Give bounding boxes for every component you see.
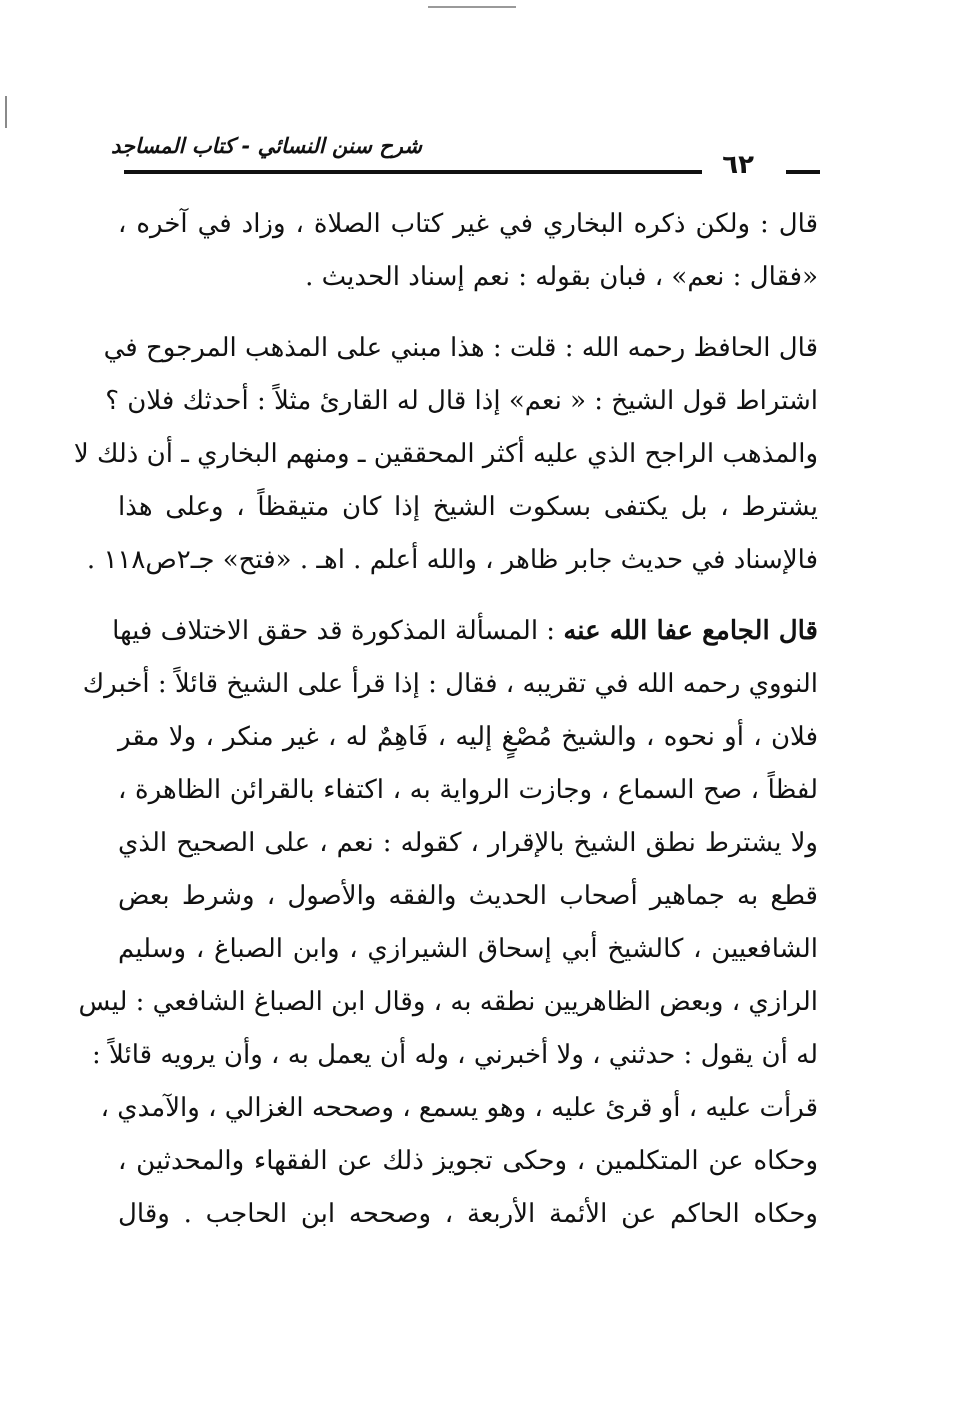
- text-line: قال الحافظ رحمه الله : قلت : هذا مبني على المذهب المرجوح في: [103, 333, 818, 363]
- text-line: قرأت عليه ، أو قرئ عليه ، وهو يسمع ، وصححه الغزالي ، والآمدي ،: [100, 1093, 818, 1123]
- scan-margin-mark: [5, 96, 7, 128]
- paragraph-gap: [118, 587, 818, 605]
- header-rule: [124, 170, 702, 174]
- text-line: يشترط ، بل يكتفى بسكوت الشيخ إذا كان متيقظاً ، وعلى هذا: [118, 492, 818, 522]
- text-line: وحكاه الحاكم عن الأئمة الأربعة ، وصححه ابن الحاجب . وقال: [118, 1199, 818, 1229]
- text-line: فلان ، أو نحوه ، والشيخ مُصْغٍ إليه ، فَاهِمٌ له ، غير منكر ، ولا مقر: [118, 722, 818, 752]
- text-line: الشافعيين ، كالشيخ أبي إسحاق الشيرازي ، وابن الصباغ ، وسليم: [118, 934, 818, 964]
- text-line: قطع به جماهير أصحاب الحديث والفقه والأصول ، وشرط بعض: [118, 881, 818, 911]
- text-line: وحكاه عن المتكلمين ، وحكى تجويز ذلك عن الفقهاء والمحدثين ،: [118, 1146, 818, 1176]
- page-body: [73, 198, 818, 1241]
- page-number: ٦٢: [722, 150, 754, 180]
- text-line: «فقال : نعم» ، فبان بقوله : نعم إسناد الحديث .: [305, 262, 818, 292]
- text-line: لفظاً ، صح السماع ، وجازت الرواية به ، اكتفاء بالقرائن الظاهرة ،: [118, 775, 818, 805]
- text-line: له أن يقول : حدثني ، ولا أخبرني ، وله أن يعمل به ، وأن يرويه قائلاً :: [91, 1040, 818, 1070]
- page-number-dash: [786, 170, 820, 174]
- paragraph-1: [118, 198, 818, 304]
- text-line: والمذهب الراجح الذي عليه أكثر المحققين ـ ومنهم البخاري ـ أن ذلك لا: [73, 439, 818, 469]
- text-line: فالإسناد في حديث جابر ظاهر ، والله أعلم . اهـ . «فتح» جـ٢ص١١٨ .: [86, 545, 818, 575]
- paragraph-3: [78, 605, 818, 1241]
- text-line: ولا يشترط نطق الشيخ بالإقرار ، كقوله : نعم ، على الصحيح الذي: [118, 828, 818, 858]
- text-line: النووي رحمه الله في تقريبه ، فقال : إذا قرأ على الشيخ قائلاً : أخبرك: [82, 669, 818, 699]
- scan-top-mark: [428, 6, 516, 8]
- lead-line-rest: : المسألة المذكورة قد حقق الاختلاف فيها: [112, 616, 564, 646]
- paragraph-2: [73, 322, 818, 587]
- text-line: اشتراط قول الشيخ : « نعم» إذا قال له القارئ مثلاً : أحدثك فلان ؟: [105, 386, 818, 416]
- text-line: الرازي ، وبعض الظاهريين نطقه به ، وقال ابن الصباغ الشافعي : ليس: [78, 987, 818, 1017]
- text-line: [112, 605, 818, 658]
- paragraph-lead: قال الجامع عفا الله عنه: [563, 616, 818, 646]
- running-title: شرح سنن النسائي - كتاب المساجد: [111, 134, 422, 158]
- paragraph-gap: [118, 304, 818, 322]
- page-header: [111, 130, 820, 182]
- text-line: قال : ولكن ذكره البخاري في غير كتاب الصلاة ، وزاد في آخره ،: [118, 209, 818, 239]
